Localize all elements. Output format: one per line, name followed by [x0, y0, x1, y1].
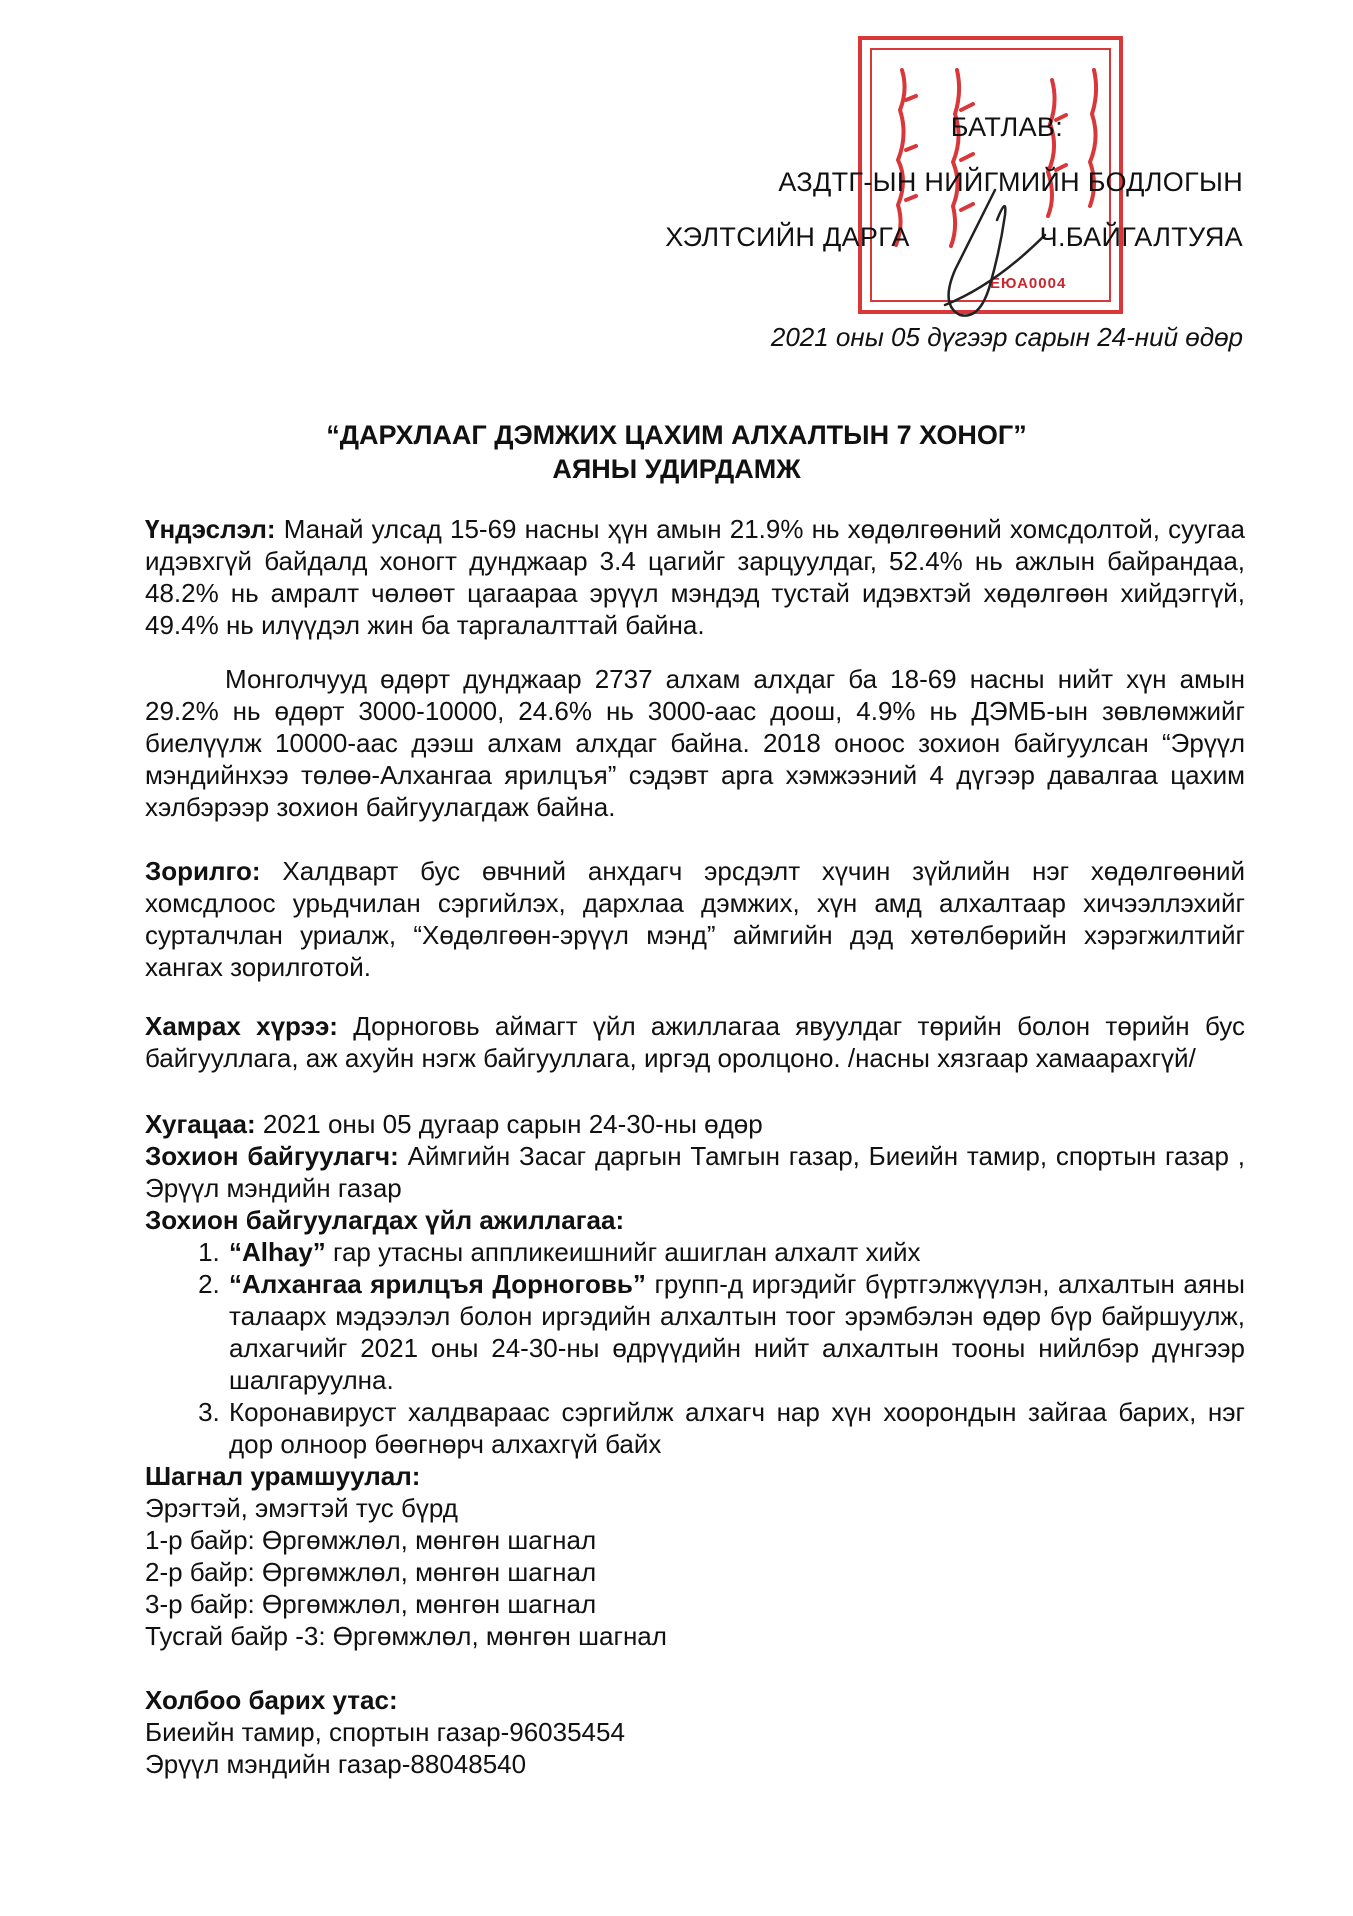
approval-date: 2021 оны 05 дүгээр сарын 24-ний өдөр [770, 322, 1243, 352]
list-item-text: Коронавируст халдвараас сэргийлж алхагч нар хүн хоорондын зайгаа барих, нэг дор олноор бөөгнөрч алхахгүй байх [229, 1397, 1245, 1459]
contacts-label: Холбоо барих утас: [145, 1685, 398, 1715]
statistics-paragraph: Монголчууд өдөрт дунджаар 2737 алхам алхдаг ба 18-69 насны нийт хүн амын 29.2% нь өдөрт 3000-10000, 24.6% нь 3000-аас доош, 4.9% нь ДЭМБ-ын зөвлөмжийг биелүүлж 10000-аас дээш алхам алхдаг байна. 2018 оноос зохион байгуулсан “Эрүүл мэндийнхээ төлөө-Алхангаа ярилцъя” сэдэвт арга хэмжээний 4 дүгээр давалгаа цахим хэлбэрээр зохион байгуулагдаж байна. [145, 664, 1245, 822]
approval-name: Ч.БАЙГАЛТУЯА [1039, 222, 1243, 252]
duration-label: Хугацаа: [145, 1109, 256, 1139]
award-line: Тусгай байр -3: Өргөмжлөл, мөнгөн шагнал [145, 1621, 667, 1651]
basis-text: Манай улсад 15-69 насны ҳүн амын 21.9% нь хөдөлгөөний хомсдолтой, суугаа идэвхгүй байдалд хоногт дунджаар 3.4 цагийг зарцуулдаг, 52.4% нь ажлын байрандаа, 48.2% нь амралт чөлөөт цагаараа эрүүл мэндэд тустай идэвхтэй хөдөлгөөн хийдэггүй, 49.4% нь илүүдэл жин ба таргалалттай байна. [145, 514, 1245, 640]
award-line: 2-р байр: Өргөмжлөл, мөнгөн шагнал [145, 1557, 597, 1587]
approval-org-line: АЗДТГ-ЫН НИЙГМИЙН БОДЛОГЫН [778, 167, 1243, 197]
activities-label: Зохион байгуулагдах үйл ажиллагаа: [145, 1205, 625, 1235]
stamp-code: ЕЮА0004 [990, 275, 1067, 292]
list-item [227, 1268, 1245, 1396]
list-item [227, 1396, 1245, 1460]
list-item-bold: “Alhay” [229, 1237, 326, 1267]
list-item-text: групп-д иргэдийг бүртгэлжүүлэн, алхалтын аяны талаарх мэдээлэл болон иргэдийн алхалтын тоог эрэмбэлэн өдөр бүр байршуулж, алхагчийг 2021 оны 24-30-ны өдрүүдийн нийт алхалтын тооны нийлбэр дүнгээр шалгаруулна. [229, 1269, 1245, 1395]
duration-text: 2021 оны 05 дугаар сарын 24-30-ны өдөр [262, 1109, 763, 1139]
title-line-1: “ДАРХЛААГ ДЭМЖИХ ЦАХИМ АЛХАЛТЫН 7 ХОНОГ” [326, 420, 1027, 450]
award-line: 3-р байр: Өргөмжлөл, мөнгөн шагнал [145, 1589, 597, 1619]
list-item-bold: “Алхангаа ярилцъя Дорноговь” [229, 1269, 646, 1299]
scope-label: Хамрах хүрээ: [145, 1011, 338, 1041]
basis-label: Үндэслэл: [145, 514, 276, 544]
list-item-text: гар утасны аппликеишнийг ашиглан алхалт хийх [333, 1237, 921, 1267]
approval-block [665, 100, 1243, 265]
contact-line: Эрүүл мэндийн газар-88048540 [145, 1749, 527, 1779]
title-line-2: АЯНЫ УДИРДАМЖ [552, 454, 801, 484]
scope-text: Дорноговь аймагт үйл ажиллагаа явуулдаг төрийн болон төрийн бус байгууллага, аж ахуйн нэгж байгууллага, иргэд оролцоно. /насны хязгаар хамаарахгүй/ [145, 1011, 1245, 1073]
list-item [227, 1236, 1245, 1268]
awards-label: Шагнал урамшуулал: [145, 1461, 421, 1491]
contact-line: Биеийн тамир, спортын газар-96035454 [145, 1717, 625, 1747]
scope-paragraph [145, 1010, 1245, 1074]
organizer-line [145, 1140, 1245, 1204]
award-line: 1-р байр: Өргөмжлөл, мөнгөн шагнал [145, 1525, 597, 1555]
goal-paragraph [145, 855, 1245, 983]
approval-position: ХЭЛТСИЙН ДАРГА [665, 222, 910, 252]
goal-text: Халдварт бус өвчний анхдагч эрсдэлт хүчин зүйлийн нэг хөдөлгөөний хомсдлоос урьдчилан сэргийлэх, дархлаа дэмжих, хүн амд алхалтаар хичээллэхийг сурталчлан уриалж, “Хөдөлгөөн-эрүүл мэнд” аймгийн дэд хөтөлбөрийн хэрэгжилтийг хангах зорилготой. [145, 856, 1245, 982]
award-line: Эрэгтэй, эмэгтэй тус бүрд [145, 1493, 458, 1523]
organizer-label: Зохион байгуулагч: [145, 1141, 399, 1171]
approval-label: БАТЛАВ: [950, 112, 1063, 142]
activities-list [145, 1236, 1245, 1460]
details-block [145, 1108, 1245, 1780]
basis-paragraph [145, 513, 1245, 641]
document-title [0, 418, 1353, 486]
organizer-text: Аймгийн Засаг даргын Тамгын газар, Биеийн тамир, спортын газар , Эрүүл мэндийн газар [145, 1141, 1245, 1203]
duration-line [145, 1108, 1245, 1140]
goal-label: Зорилго: [145, 856, 261, 886]
